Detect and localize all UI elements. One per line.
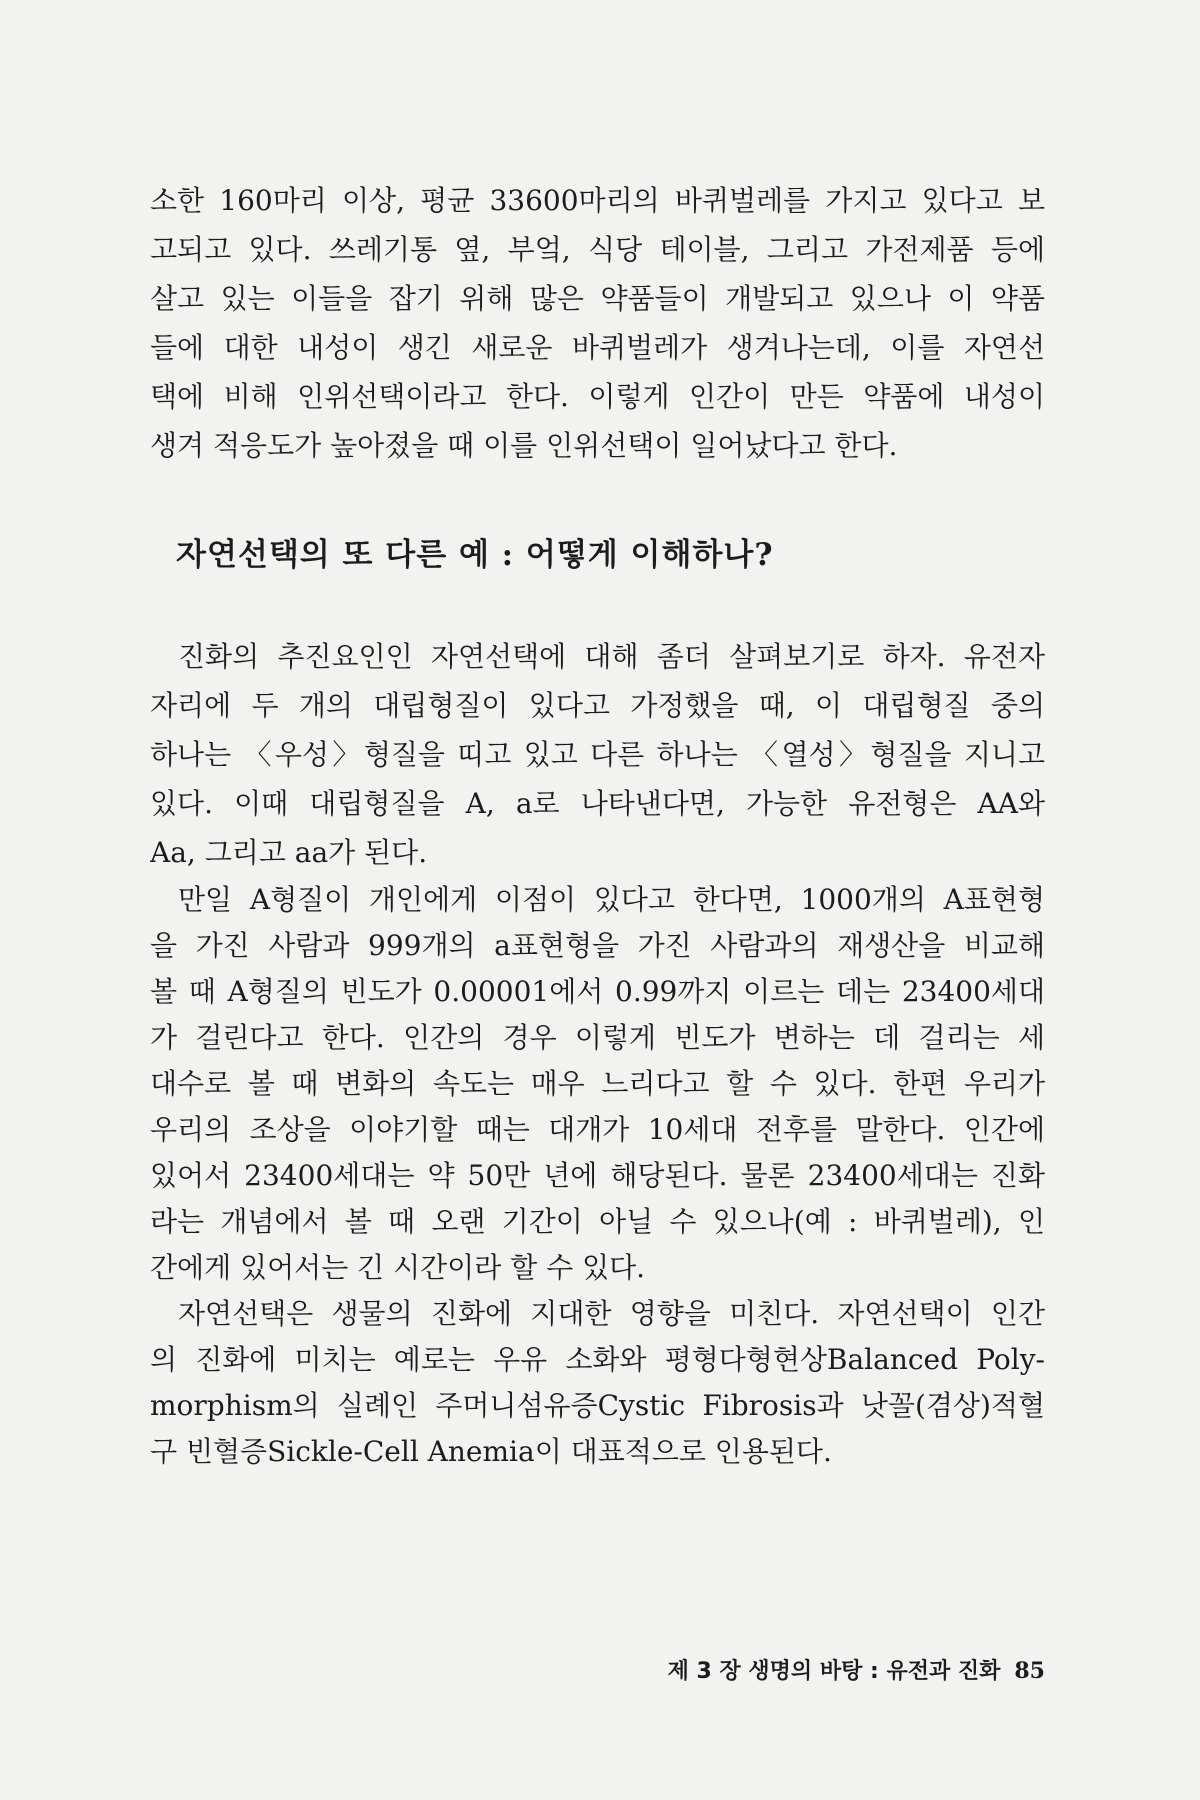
text-line: 있다. 이때 대립형질을 A, a로 나타낸다면, 가능한 유전형은 AA와: [150, 787, 1045, 820]
paragraph-allele-intro: [150, 632, 1045, 877]
text-line: 볼 때 A형질의 빈도가 0.00001에서 0.99까지 이르는 데는 23400세대: [150, 975, 1045, 1008]
text-line: 있어서 23400세대는 약 50만 년에 해당된다. 물론 23400세대는 진화: [150, 1159, 1045, 1192]
section-body: [150, 632, 1045, 1475]
text-line: 가 걸린다고 한다. 인간의 경우 이렇게 빈도가 변하는 데 걸리는 세: [150, 1021, 1045, 1054]
paragraph-continued: [150, 176, 1045, 470]
page-number: 85: [1014, 1658, 1045, 1684]
section-heading: 자연선택의 또 다른 예 : 어떻게 이해하나?: [176, 537, 774, 573]
paragraph-examples: [150, 1291, 1045, 1475]
running-footer: [580, 1656, 1045, 1687]
text-line: 의 진화에 미치는 예로는 우유 소화와 평형다형현상Balanced Poly-: [150, 1343, 1045, 1376]
text-line: 고되고 있다. 쓰레기통 옆, 부엌, 식당 테이블, 그리고 가전제품 등에: [150, 233, 1045, 266]
text-line: 라는 개념에서 볼 때 오랜 기간이 아닐 수 있으나(예 : 바퀴벌레), 인: [150, 1205, 1045, 1238]
paragraph-generations: [150, 877, 1045, 1291]
text-line: 우리의 조상을 이야기할 때는 대개가 10세대 전후를 말한다. 인간에: [150, 1113, 1045, 1146]
text-line: 간에게 있어서는 긴 시간이라 할 수 있다.: [150, 1251, 646, 1284]
text-line: 진화의 추진요인인 자연선택에 대해 좀더 살펴보기로 하자. 유전자: [178, 640, 1045, 673]
text-line: 하나는 〈우성〉형질을 띠고 있고 다른 하나는 〈열성〉형질을 지니고: [150, 738, 1045, 771]
text-line: 을 가진 사람과 999개의 a표현형을 가진 사람과의 재생산을 비교해: [150, 929, 1045, 962]
text-line: morphism의 실례인 주머니섬유증Cystic Fibrosis과 낫꼴(겸상)적혈: [150, 1389, 1045, 1422]
text-line: 소한 160마리 이상, 평균 33600마리의 바퀴벌레를 가지고 있다고 보: [150, 184, 1045, 217]
text-line: 자리에 두 개의 대립형질이 있다고 가정했을 때, 이 대립형질 중의: [150, 689, 1045, 722]
text-line: 자연선택은 생물의 진화에 지대한 영향을 미친다. 자연선택이 인간: [178, 1297, 1045, 1330]
text-line: 구 빈혈증Sickle-Cell Anemia이 대표적으로 인용된다.: [150, 1435, 832, 1468]
text-line: Aa, 그리고 aa가 된다.: [150, 836, 428, 869]
text-line: 대수로 볼 때 변화의 속도는 매우 느리다고 할 수 있다. 한편 우리가: [150, 1067, 1045, 1100]
chapter-title: 제 3 장 생명의 바탕 : 유전과 진화: [667, 1659, 1001, 1684]
text-line: 들에 대한 내성이 생긴 새로운 바퀴벌레가 생겨나는데, 이를 자연선: [150, 331, 1045, 364]
text-line: 살고 있는 이들을 잡기 위해 많은 약품들이 개발되고 있으나 이 약품: [150, 282, 1045, 315]
text-line: 택에 비해 인위선택이라고 한다. 이렇게 인간이 만든 약품에 내성이: [150, 380, 1045, 413]
text-line: 생겨 적응도가 높아졌을 때 이를 인위선택이 일어났다고 한다.: [150, 429, 898, 462]
text-line: 만일 A형질이 개인에게 이점이 있다고 한다면, 1000개의 A표현형: [178, 883, 1045, 916]
